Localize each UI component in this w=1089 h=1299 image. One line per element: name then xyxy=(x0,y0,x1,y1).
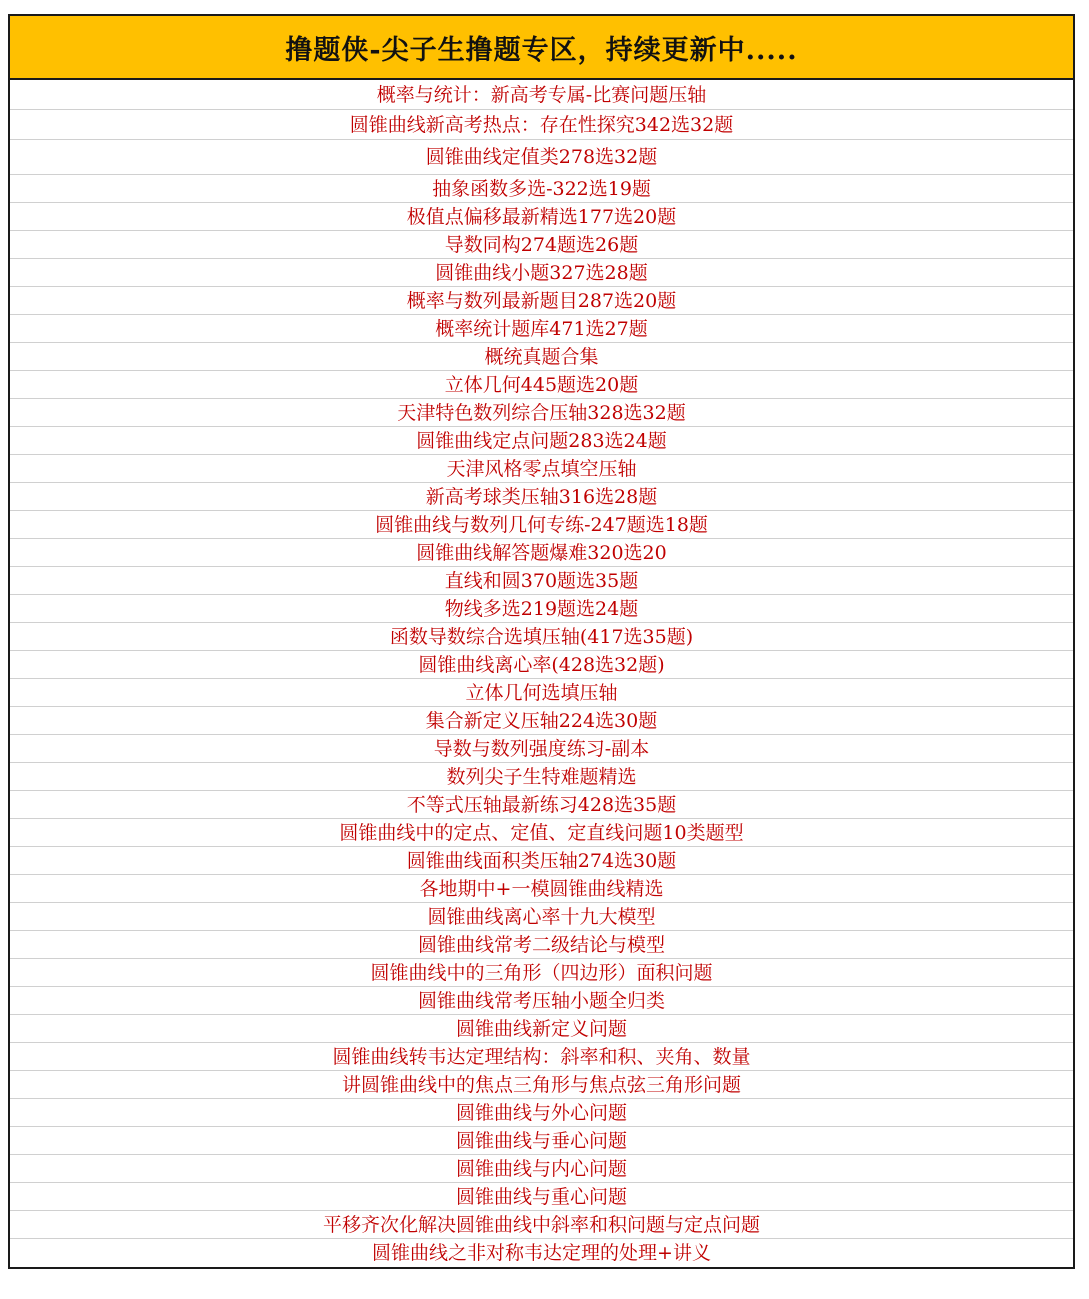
list-item[interactable]: 圆锥曲线与外心问题 xyxy=(10,1099,1073,1127)
header-title: 撸题侠-尖子生撸题专区，持续更新中..... xyxy=(10,16,1073,80)
list-item[interactable]: 圆锥曲线解答题爆难320选20 xyxy=(10,539,1073,567)
list-item[interactable]: 概率与数列最新题目287选20题 xyxy=(10,287,1073,315)
list-item[interactable]: 天津特色数列综合压轴328选32题 xyxy=(10,399,1073,427)
list-item[interactable]: 圆锥曲线与重心问题 xyxy=(10,1183,1073,1211)
list-item[interactable]: 物线多选219题选24题 xyxy=(10,595,1073,623)
list-item[interactable]: 圆锥曲线离心率十九大模型 xyxy=(10,903,1073,931)
list-item[interactable]: 讲圆锥曲线中的焦点三角形与焦点弦三角形问题 xyxy=(10,1071,1073,1099)
list-item[interactable]: 概率统计题库471选27题 xyxy=(10,315,1073,343)
list-item[interactable]: 圆锥曲线之非对称韦达定理的处理+讲义 xyxy=(372,1242,711,1264)
list-item[interactable]: 圆锥曲线与垂心问题 xyxy=(10,1127,1073,1155)
list-item[interactable]: 圆锥曲线中的三角形（四边形）面积问题 xyxy=(10,959,1073,987)
list-item[interactable]: 不等式压轴最新练习428选35题 xyxy=(10,791,1073,819)
list-item[interactable]: 新高考球类压轴316选28题 xyxy=(10,483,1073,511)
list-item[interactable]: 直线和圆370题选35题 xyxy=(10,567,1073,595)
list-item[interactable]: 天津风格零点填空压轴 xyxy=(10,455,1073,483)
list-item[interactable]: 极值点偏移最新精选177选20题 xyxy=(10,203,1073,231)
list-item[interactable]: 圆锥曲线与数列几何专练-247题选18题 xyxy=(10,511,1073,539)
list-item[interactable]: 圆锥曲线新定义问题 xyxy=(10,1015,1073,1043)
list-item[interactable]: 平移齐次化解决圆锥曲线中斜率和积问题与定点问题 xyxy=(10,1211,1073,1239)
list-item[interactable]: 圆锥曲线定点问题283选24题 xyxy=(10,427,1073,455)
list-item[interactable]: 圆锥曲线小题327选28题 xyxy=(10,259,1073,287)
list-item[interactable]: 导数同构274题选26题 xyxy=(10,231,1073,259)
list-item[interactable]: 圆锥曲线常考压轴小题全归类 xyxy=(10,987,1073,1015)
item-list xyxy=(10,80,1073,1267)
list-item[interactable]: 立体几何445题选20题 xyxy=(10,371,1073,399)
list-item[interactable]: 各地期中+一模圆锥曲线精选 xyxy=(10,875,1073,903)
list-item[interactable]: 函数导数综合选填压轴(417选35题) xyxy=(10,623,1073,651)
list-item[interactable]: 圆锥曲线定值类278选32题 xyxy=(10,140,1073,175)
list-item[interactable]: 圆锥曲线转韦达定理结构：斜率和积、夹角、数量 xyxy=(10,1043,1073,1071)
list-item[interactable]: 抽象函数多选-322选19题 xyxy=(10,175,1073,203)
list-item[interactable]: 集合新定义压轴224选30题 xyxy=(10,707,1073,735)
list-item[interactable]: 圆锥曲线与内心问题 xyxy=(10,1155,1073,1183)
list-item[interactable]: 概统真题合集 xyxy=(10,343,1073,371)
list-item[interactable]: 圆锥曲线离心率(428选32题) xyxy=(10,651,1073,679)
spreadsheet-table xyxy=(8,14,1075,1269)
list-item[interactable]: 圆锥曲线中的定点、定值、定直线问题10类题型 xyxy=(10,819,1073,847)
list-item[interactable]: 圆锥曲线面积类压轴274选30题 xyxy=(10,847,1073,875)
list-item[interactable]: 圆锥曲线常考二级结论与模型 xyxy=(10,931,1073,959)
list-item[interactable]: 概率与统计：新高考专属-比赛问题压轴 xyxy=(10,80,1073,110)
list-item[interactable]: 圆锥曲线新高考热点：存在性探究342选32题 xyxy=(10,110,1073,140)
list-item[interactable]: 立体几何选填压轴 xyxy=(10,679,1073,707)
list-item[interactable]: 数列尖子生特难题精选 xyxy=(10,763,1073,791)
list-item[interactable]: 导数与数列强度练习-副本 xyxy=(10,735,1073,763)
